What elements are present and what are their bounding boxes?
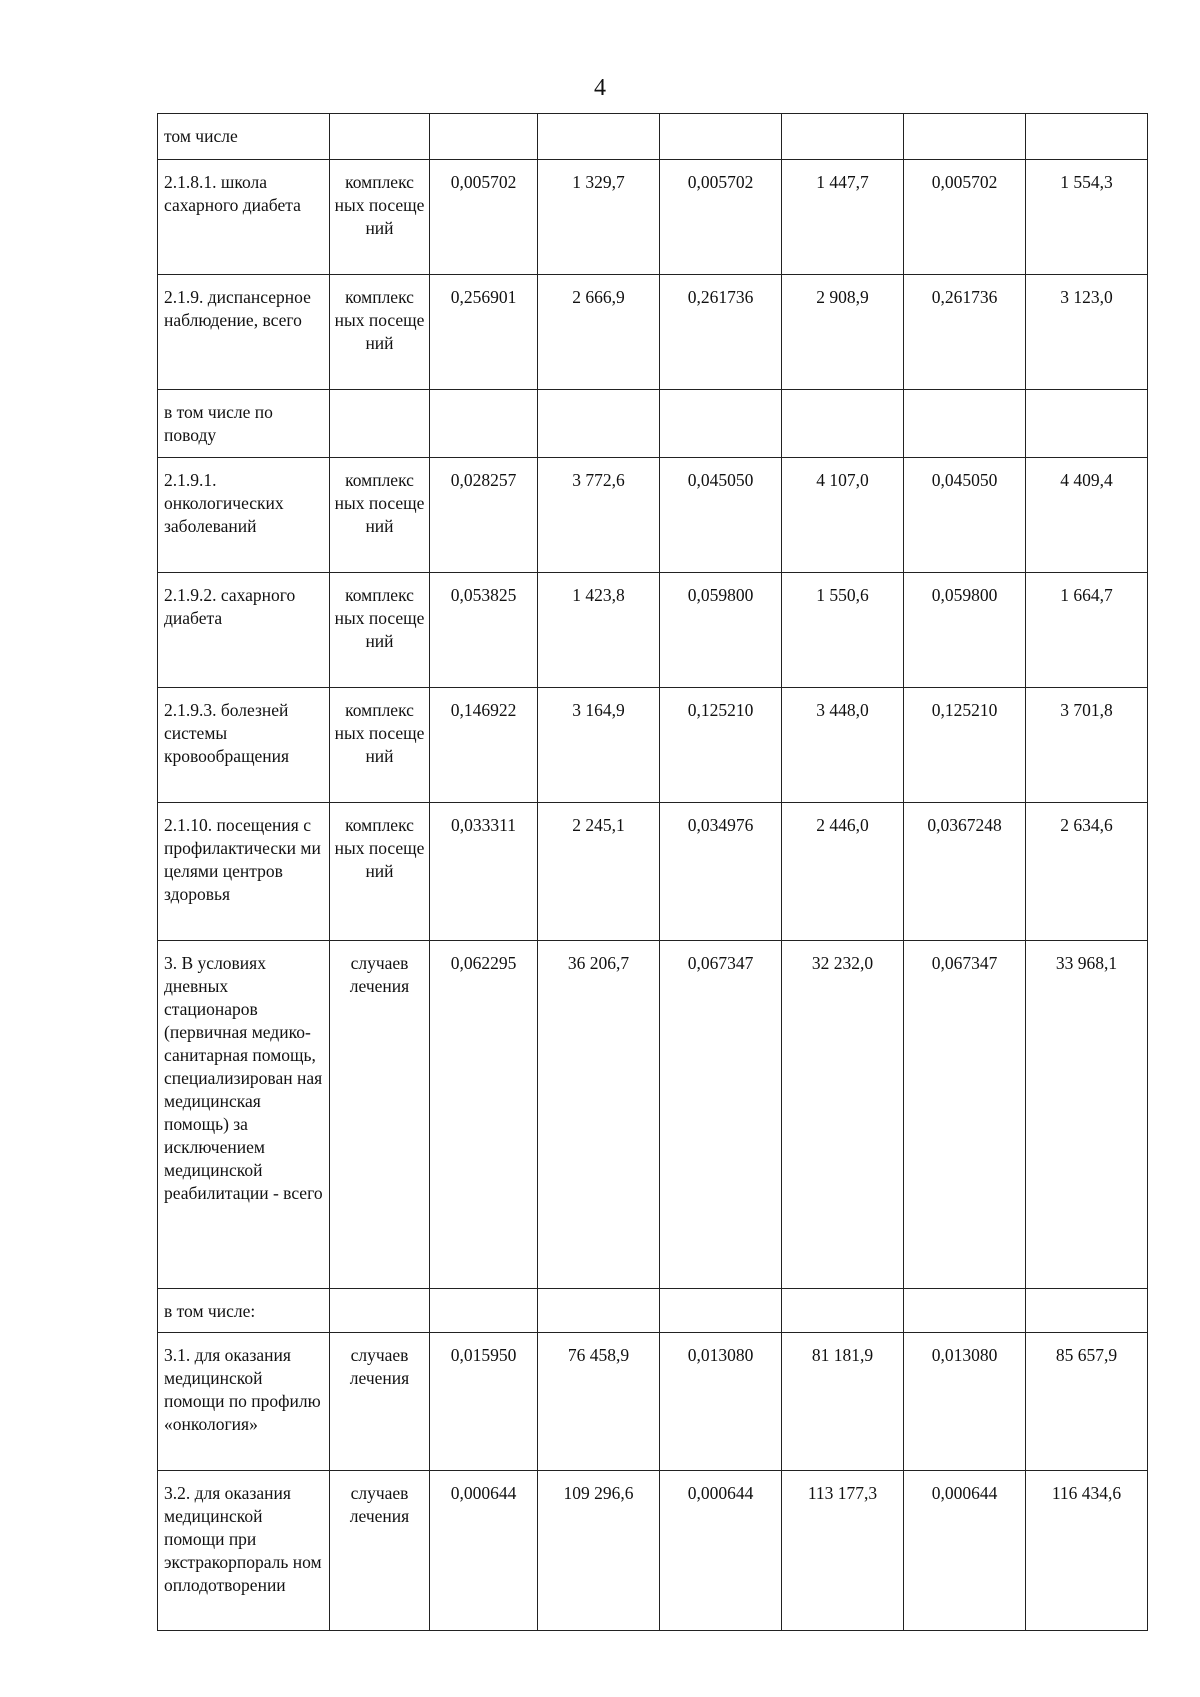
row-unit-cell: комплекс ных посеще ний (330, 573, 430, 688)
value-cell (538, 114, 660, 160)
value-cell: 0,067347 (904, 941, 1026, 1289)
value-cell: 0,013080 (660, 1333, 782, 1471)
value-cell (904, 1289, 1026, 1333)
table-row (158, 458, 1148, 573)
value-cell: 81 181,9 (782, 1333, 904, 1471)
row-unit-cell: случаев лечения (330, 1471, 430, 1631)
value-cell: 1 329,7 (538, 160, 660, 275)
row-unit-cell: комплекс ных посеще ний (330, 160, 430, 275)
row-name-cell: 2.1.8.1. школа сахарного диабета (158, 160, 330, 275)
row-unit-cell (330, 1289, 430, 1333)
row-name-cell: в том числе по поводу (158, 390, 330, 458)
value-cell: 4 107,0 (782, 458, 904, 573)
value-cell (904, 390, 1026, 458)
table-row (158, 160, 1148, 275)
value-cell: 0,256901 (430, 275, 538, 390)
table-row (158, 114, 1148, 160)
table-row (158, 1289, 1148, 1333)
value-cell (782, 1289, 904, 1333)
value-cell: 4 409,4 (1026, 458, 1148, 573)
page-number: 4 (594, 75, 606, 101)
value-cell: 2 666,9 (538, 275, 660, 390)
value-cell: 0,000644 (430, 1471, 538, 1631)
value-cell: 3 164,9 (538, 688, 660, 803)
table-body (158, 114, 1148, 1631)
value-cell: 33 968,1 (1026, 941, 1148, 1289)
value-cell: 32 232,0 (782, 941, 904, 1289)
value-cell (538, 1289, 660, 1333)
value-cell: 0,045050 (660, 458, 782, 573)
value-cell (538, 390, 660, 458)
value-cell: 0,000644 (904, 1471, 1026, 1631)
value-cell: 3 123,0 (1026, 275, 1148, 390)
value-cell: 0,005702 (904, 160, 1026, 275)
value-cell: 0,053825 (430, 573, 538, 688)
row-unit-cell: комплекс ных посеще ний (330, 458, 430, 573)
value-cell (660, 114, 782, 160)
value-cell: 3 448,0 (782, 688, 904, 803)
value-cell: 0,045050 (904, 458, 1026, 573)
value-cell: 0,059800 (660, 573, 782, 688)
value-cell: 0,005702 (660, 160, 782, 275)
row-name-cell: 2.1.9.1. онкологических заболеваний (158, 458, 330, 573)
value-cell (1026, 1289, 1148, 1333)
table-row (158, 390, 1148, 458)
value-cell: 1 447,7 (782, 160, 904, 275)
row-name-cell: 2.1.9.3. болезней системы кровообращения (158, 688, 330, 803)
row-name-cell: том числе (158, 114, 330, 160)
value-cell: 0,125210 (904, 688, 1026, 803)
row-name-cell: 3.2. для оказания медицинской помощи при экстракорпораль ном оплодотворении (158, 1471, 330, 1631)
row-unit-cell: комплекс ных посеще ний (330, 275, 430, 390)
value-cell: 0,261736 (904, 275, 1026, 390)
value-cell: 1 554,3 (1026, 160, 1148, 275)
row-name-cell: в том числе: (158, 1289, 330, 1333)
value-cell: 2 634,6 (1026, 803, 1148, 941)
value-cell: 0,062295 (430, 941, 538, 1289)
row-unit-cell: комплекс ных посеще ний (330, 803, 430, 941)
row-unit-cell: комплекс ных посеще ний (330, 688, 430, 803)
value-cell: 2 245,1 (538, 803, 660, 941)
value-cell: 85 657,9 (1026, 1333, 1148, 1471)
value-cell: 1 664,7 (1026, 573, 1148, 688)
value-cell: 0,005702 (430, 160, 538, 275)
value-cell: 0,028257 (430, 458, 538, 573)
value-cell: 0,015950 (430, 1333, 538, 1471)
table-row (158, 275, 1148, 390)
value-cell (1026, 390, 1148, 458)
row-name-cell: 3. В условиях дневных стационаров (первичная медико-санитарная помощь, специализирован ная медицинская помощь) за исключением медицинской реабилитации - всего (158, 941, 330, 1289)
value-cell: 76 458,9 (538, 1333, 660, 1471)
value-cell: 0,059800 (904, 573, 1026, 688)
row-name-cell: 2.1.9.2. сахарного диабета (158, 573, 330, 688)
value-cell: 2 908,9 (782, 275, 904, 390)
value-cell (430, 1289, 538, 1333)
value-cell: 1 550,6 (782, 573, 904, 688)
table-row (158, 573, 1148, 688)
row-unit-cell: случаев лечения (330, 941, 430, 1289)
value-cell: 2 446,0 (782, 803, 904, 941)
row-name-cell: 3.1. для оказания медицинской помощи по профилю «онкология» (158, 1333, 330, 1471)
data-table (157, 113, 1148, 1631)
value-cell (430, 114, 538, 160)
value-cell: 3 772,6 (538, 458, 660, 573)
value-cell (904, 114, 1026, 160)
table-row (158, 803, 1148, 941)
value-cell: 1 423,8 (538, 573, 660, 688)
value-cell (782, 390, 904, 458)
value-cell: 0,000644 (660, 1471, 782, 1631)
row-unit-cell (330, 390, 430, 458)
value-cell (660, 390, 782, 458)
value-cell: 0,067347 (660, 941, 782, 1289)
value-cell (660, 1289, 782, 1333)
value-cell: 0,0367248 (904, 803, 1026, 941)
value-cell: 113 177,3 (782, 1471, 904, 1631)
value-cell: 0,034976 (660, 803, 782, 941)
value-cell: 0,146922 (430, 688, 538, 803)
row-name-cell: 2.1.10. посещения с профилактически ми целями центров здоровья (158, 803, 330, 941)
value-cell: 109 296,6 (538, 1471, 660, 1631)
value-cell: 0,013080 (904, 1333, 1026, 1471)
value-cell (1026, 114, 1148, 160)
table-row (158, 688, 1148, 803)
value-cell: 36 206,7 (538, 941, 660, 1289)
value-cell: 0,125210 (660, 688, 782, 803)
value-cell: 3 701,8 (1026, 688, 1148, 803)
value-cell (782, 114, 904, 160)
table-row (158, 1471, 1148, 1631)
value-cell (430, 390, 538, 458)
row-name-cell: 2.1.9. диспансерное наблюдение, всего (158, 275, 330, 390)
value-cell: 116 434,6 (1026, 1471, 1148, 1631)
row-unit-cell (330, 114, 430, 160)
row-unit-cell: случаев лечения (330, 1333, 430, 1471)
table-row (158, 941, 1148, 1289)
table-row (158, 1333, 1148, 1471)
value-cell: 0,261736 (660, 275, 782, 390)
value-cell: 0,033311 (430, 803, 538, 941)
